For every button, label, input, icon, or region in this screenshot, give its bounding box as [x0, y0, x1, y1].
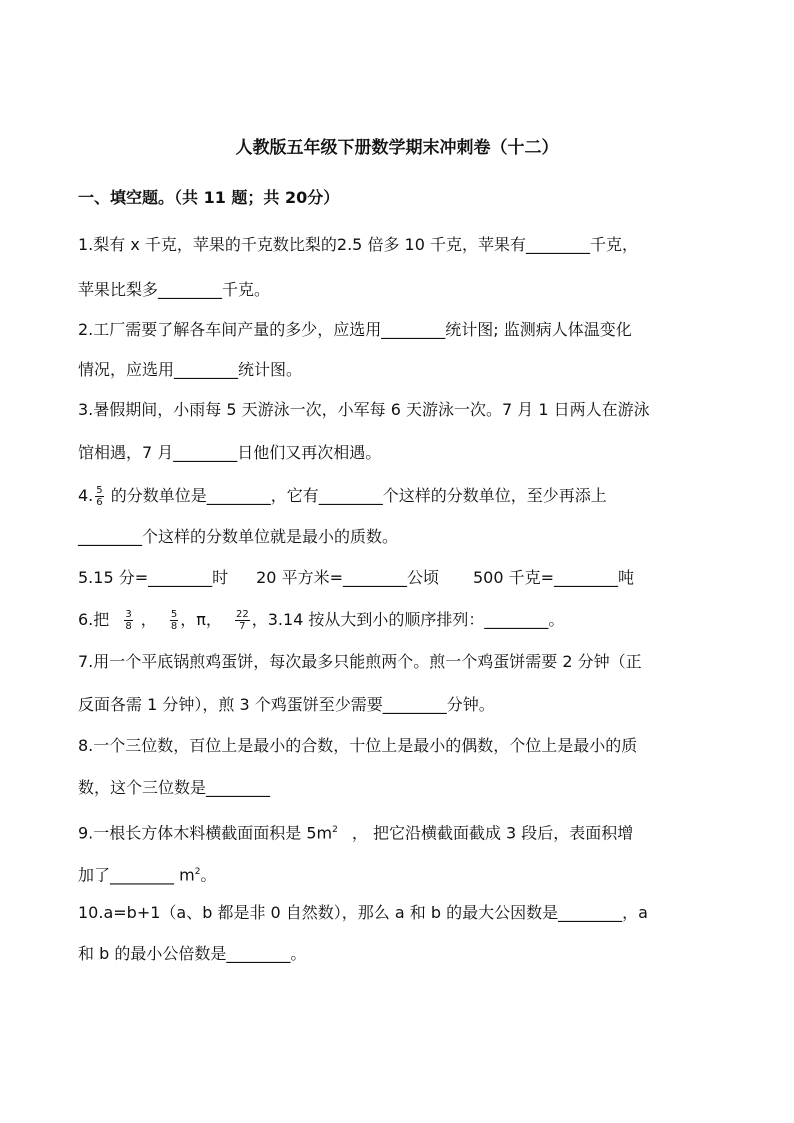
- question-1-line-1: [78, 235, 722, 255]
- question-10-line-2: 和 b 的最小公倍数是________。: [78, 944, 307, 963]
- question-2-line-2: 情况，应选用________统计图。: [78, 360, 303, 379]
- question-7-line-1: 7.用一个平底锅煎鸡蛋饼，每次最多只能煎两个。煎一个鸡蛋饼需要 2 分钟（正: [78, 652, 642, 671]
- question-7-line-2: 反面各需 1 分钟），煎 3 个鸡蛋饼至少需要________分钟。: [78, 695, 495, 714]
- q1-text-1: 1.梨有 x 千克，苹果的千克数比梨的2.5 倍多 10 千克，苹果有________千克，: [78, 235, 638, 254]
- frac-denominator: 8: [125, 621, 132, 632]
- q4-text-1: 的分数单位是________，它有________个这样的分数单位，至少再添上: [105, 486, 607, 505]
- q9-text-1a: 9.一根长方体木料横截面面积是 5m: [78, 823, 333, 843]
- question-2-line-1: 2.工厂需要了解各车间产量的多少，应选用________统计图; 监测病人体温变化: [78, 320, 632, 339]
- q5-part-a: 5.15 分=________时: [78, 568, 229, 587]
- frac-numerator: 5: [170, 609, 178, 620]
- section-heading: 一、填空题。（共 11 题；共 20分）: [78, 188, 340, 207]
- q9-text-1b: ， 把它沿横截面截成 3 段后，表面积增: [351, 823, 634, 843]
- page-title: 人教版五年级下册数学期末冲刺卷（十二）: [235, 138, 559, 158]
- question-8-line-1: 8.一个三位数，百位上是最小的合数，十位上是最小的偶数，个位上是最小的质: [78, 736, 638, 755]
- question-8-line-2: 数，这个三位数是________: [78, 778, 271, 797]
- question-9-line-2: [78, 862, 722, 885]
- frac-denominator: 8: [170, 621, 178, 632]
- squared-superscript: 2: [194, 867, 201, 877]
- q5-part-c: 500 千克=________吨: [472, 568, 635, 587]
- question-9-line-1: [78, 820, 722, 843]
- q6-rest: ，3.14 按从大到小的顺序排列：________。: [251, 610, 565, 629]
- squared-superscript: 2: [332, 825, 338, 835]
- fraction-3-8: [124, 609, 132, 632]
- question-5-line: [78, 568, 722, 588]
- question-10-line-1: 10.a=b+1（a、b 都是非 0 自然数），那么 a 和 b 的最大公因数是________，a: [78, 903, 648, 922]
- q9-text-2a: 加了________ m: [78, 865, 195, 885]
- q5-part-b: 20 平方米=________公顷: [256, 568, 439, 587]
- question-4-line-2: ________个这样的分数单位就是最小的质数。: [78, 527, 399, 546]
- question-4-line-1: [78, 485, 722, 508]
- question-3-line-1: 3.暑假期间，小雨每 5 天游泳一次，小军每 6 天游泳一次。7 月 1 日两人在游泳: [78, 400, 650, 419]
- frac-numerator: 3: [125, 609, 132, 620]
- q9-text-2b: 。: [200, 865, 217, 885]
- question-6-line: 6.把 $\frac{3}{8}$ ， $\frac{5}{8}$ ，π， $\frac{22}{7}$ ，3.14 按从大到小的顺序排列：________。: [78, 609, 565, 632]
- frac-numerator: 22: [235, 609, 249, 620]
- q4-prefix: 4.: [78, 486, 94, 505]
- fraction-5-8: [170, 609, 178, 632]
- frac-denominator: 6: [96, 497, 103, 508]
- fraction-5-6: [95, 485, 103, 508]
- fraction-22-7: [235, 609, 250, 632]
- frac-denominator: 7: [239, 621, 246, 632]
- question-1-line-2: 苹果比梨多________千克。: [78, 280, 271, 299]
- q6-prefix: 6.把: [78, 610, 110, 629]
- question-3-line-2: 馆相遇，7 月________日他们又再次相遇。: [78, 443, 382, 462]
- frac-numerator: 5: [96, 485, 103, 496]
- q6-mid: ，π，: [180, 610, 222, 629]
